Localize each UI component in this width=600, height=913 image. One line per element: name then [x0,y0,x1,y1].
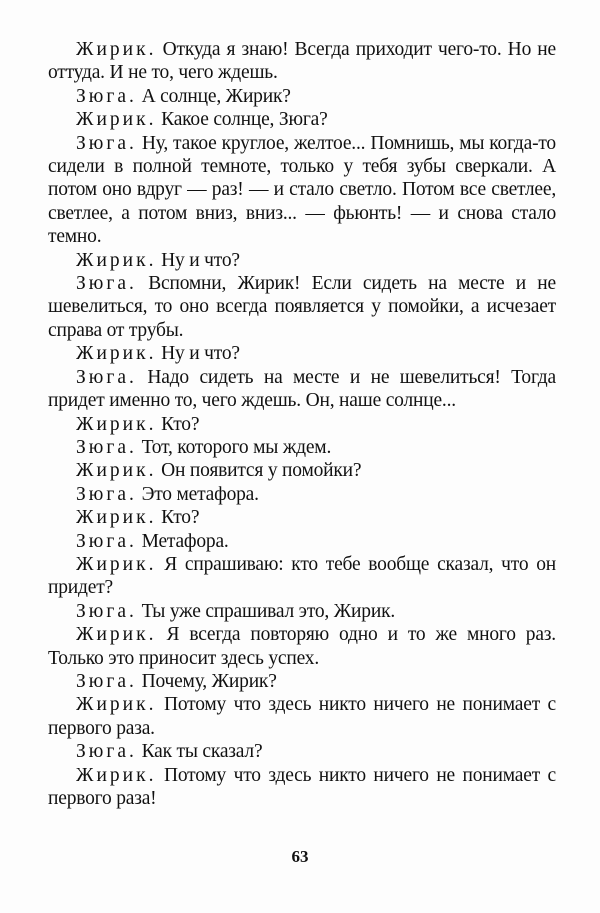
speaker-name: Зюга. [76,483,137,505]
dialogue-line [48,249,556,272]
speaker-name: Зюга. [76,530,137,552]
dialogue-line [48,553,556,600]
line-text: Кто? [161,413,200,435]
line-text: Как ты сказал? [141,741,263,763]
line-text: Потому что здесь никто ничего не понимает с первого раза! [48,764,556,809]
dialogue-line [48,85,556,108]
line-text: Ты уже спрашивал это, Жирик. [141,600,396,622]
line-text: Тот, которого мы ждем. [141,436,332,458]
speaker-name: Жирик. [76,624,157,646]
line-text: Метафора. [141,530,229,552]
dialogue-line [48,623,556,670]
dialogue-line [48,413,556,436]
speaker-name: Жирик. [76,413,157,435]
speaker-name: Жирик. [76,109,157,131]
speaker-name: Зюга. [76,273,137,295]
dialogue-line [48,108,556,131]
dialogue-line [48,342,556,365]
speaker-name: Жирик. [76,694,157,716]
dialogue-line [48,693,556,740]
speaker-name: Зюга. [76,85,137,107]
line-text: А солнце, Жирик? [141,85,291,107]
line-text: Кто? [161,507,200,529]
dialogue-line [48,740,556,763]
line-text: Ну и что? [161,249,240,271]
dialogue-line [48,132,556,249]
speaker-name: Жирик. [76,39,157,60]
speaker-name: Зюга. [76,436,137,458]
dialogue-line [48,436,556,459]
dialogue-line [48,366,556,413]
dialogue-line [48,38,556,85]
line-text: Я спрашиваю: кто тебе вообще сказал, что он придет? [48,553,556,599]
speaker-name: Жирик. [76,764,157,786]
speaker-name: Жирик. [76,507,157,529]
line-text: Он появится у помойки? [161,460,362,482]
speaker-name: Зюга. [76,741,137,763]
dialogue-line [48,600,556,623]
line-text: Ну, такое круглое, желтое... Помнишь, мы когда-то сидели в полной темноте, только у тебя зубы сверкали. А потом оно вдруг — раз! — и стало светло. Потом все светлее, светлее, а потом вниз, вниз... — фьюнть! — и снова стало темно. [48,132,556,248]
line-text: Это метафора. [141,483,259,505]
dialogue-line [48,506,556,529]
line-text: Я всегда повторяю одно и то же много раз. Только это приносит здесь успех. [48,624,556,669]
speaker-name: Жирик. [76,249,157,271]
speaker-name: Зюга. [76,600,137,622]
speaker-name: Зюга. [76,670,137,692]
dialogue-line [48,459,556,482]
dialogue-line [48,670,556,693]
dialogue-line [48,764,556,811]
line-text: Надо сидеть на месте и не шевелиться! Тогда придет именно то, чего ждешь. Он, наше солнце... [48,366,556,412]
dialogue-text [48,38,556,810]
dialogue-line [48,530,556,553]
line-text: Потому что здесь никто ничего не понимает с первого раза. [48,694,556,739]
dialogue-line [48,272,556,342]
line-text: Какое солнце, Зюга? [161,109,328,131]
speaker-name: Жирик. [76,460,157,482]
line-text: Почему, Жирик? [141,670,277,692]
speaker-name: Зюга. [76,366,137,388]
speaker-name: Жирик. [76,343,157,365]
speaker-name: Жирик. [76,553,157,575]
line-text: Вспомни, Жирик! Если сидеть на месте и не шевелиться, то оно всегда появляется у помойки, а исчезает справа от трубы. [48,273,556,341]
page-number: 63 [291,847,309,866]
dialogue-line [48,483,556,506]
line-text: Откуда я знаю! Всегда приходит чего-то. Но не оттуда. И не то, чего ждешь. [48,39,556,84]
speaker-name: Зюга. [76,132,137,154]
line-text: Ну и что? [161,343,240,365]
